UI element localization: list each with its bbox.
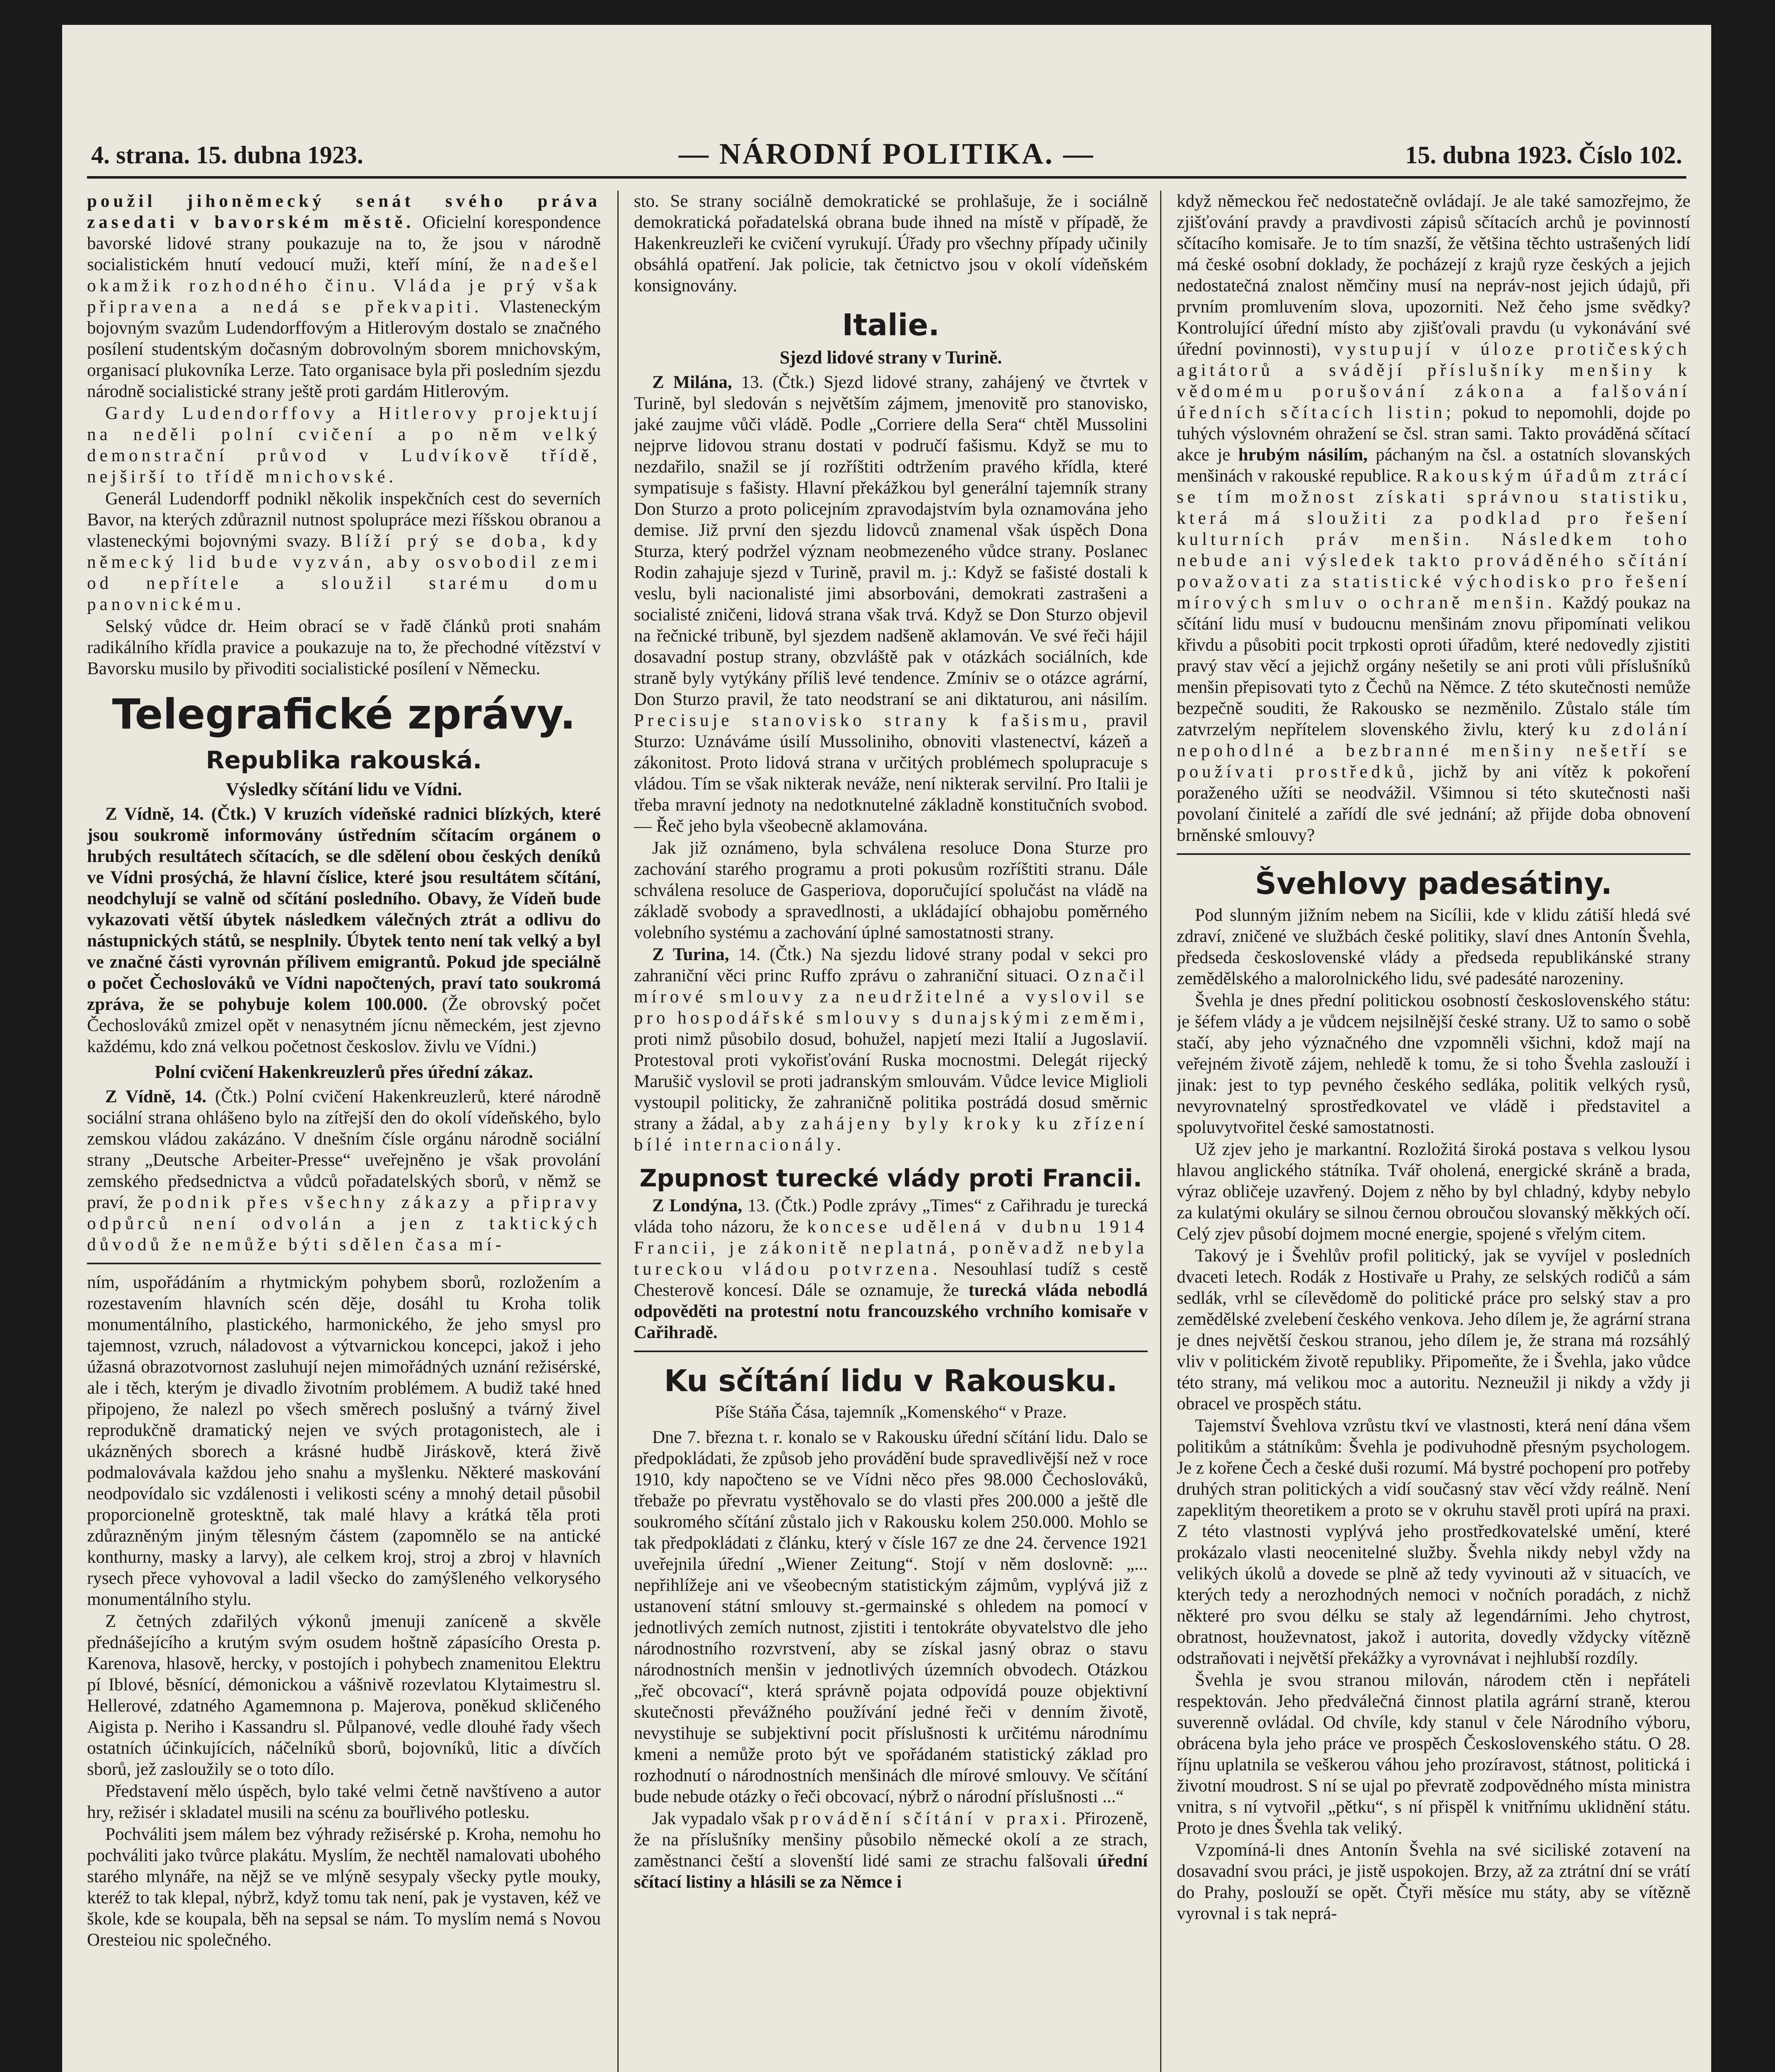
feuilleton-divider: [87, 1263, 601, 1264]
article-paragraph: Vzpomíná-li dnes Antonín Švehla na své siciliské zotavení na dosavadní svou práci, je jistě uspokojen. Brzy, až za ztrátní dní se vrátí do Prahy, poslouží se opět. Čtyři měsíce mu státy, aby se vítězně vyrovnal i s tak neprá-: [1177, 1840, 1690, 1923]
article-heading-svehla: Švehlovy padesátiny.: [1255, 866, 1612, 901]
article-paragraph: Takový je i Švehlův profil politický, jak se vyvíjel v posledních dvaceti letech. Rodák z Hostivaře u Prahy, ze selských rodičů a sám sedlák, vrhl se cílevědomě do politické práce pro selský stav a pro zemědělské zvelebení českého venkova. Jeho dílem je, že agrární strana je dnes největší českou stranou, jeho dílem je, že strana má rozsáhlý vliv v politickém životě republiky. Připomeňte, že i Švehla, jako vůdce této strany, má velikou moc a autoritu. Nezneužil ji nikdy a vždy ji obracel ve prospěch státu.: [1177, 1246, 1690, 1414]
article-text: Přirozeně, že na příslušníky menšiny působilo německé okolí a ze strach, zaměstnanci: [634, 1809, 1148, 1871]
article-text: (Že obrovský počet Čechoslováků zmizel opět v nenasytném jícnu německém, jest zjevno každému, kdo zná velkou početnost českoslov. živlu ve Vídni.): [87, 995, 601, 1056]
article-heading-census: Ku sčítání lidu v Rakousku.: [664, 1363, 1118, 1398]
article-text: V kruzích vídeňské radnici blízkých, které jsou soukromě informovány ústředním sčítacím orgánem o hrubých resultátech sčítacích, se dle sdělení obou českých deníků ve Vídni prosýchá, že hlavní číslice, které jsou resultátem sčítání, neodchylují se valně od sčítání posledního. Obavy, že Vídeň bude vykazovati větší úbytek následkem válečných ztrát a odlivu do nástupnických států, se nesplnily. Úbytek tento není tak velký a byl ve značné části vyrovnán přílivem emigrantů. Pokud jde speciálně o počet Čechoslováků ve Vídni napočtených, praví tato soukromá zpráva, že se pohybuje kolem 100.000.: [87, 804, 601, 1014]
section-heading-telegrafic: Telegrafické zprávy.: [112, 690, 576, 738]
article-heading-turkey: Zpupnost turecké vlády proti Francii.: [639, 1164, 1142, 1192]
feuilleton-paragraph: Pochváliti jsem málem bez výhrady režisérské p. Kroha, nemohu ho pochváliti jako tvůrce plakátu. Myslím, že nechtěl namalovati ubohého starého mlynáře, na nějž se ve mlýně sesypaly všecky pytle mouky, kteréž to tak klepal, nýbrž, když tomu tak není, pak je vystaven, kéž ve škole, kde se koupala, běh na sepsal se nám. To myslím nemá s Novou Oresteiou nic společného.: [87, 1825, 601, 1950]
article-heading: Polní cvičení Hakenkreuzlerů přes úřední zákaz.: [155, 1062, 533, 1082]
article-text: Generál Ludendorff podnikl několik inspekčních cest do severních Bavor, na kterých zdůraznil nutnost spolupráce mezi říšskou obranou a vlasteneckými bojovnými svazy.: [87, 489, 601, 551]
article-text: Každý poukaz na sčítání lidu musí v budoucnu menšinám znovu připomínati velikou křivdu a působiti pocit trpkosti oproti úřadům, které nedovedly zjistiti pravý stav věcí a jejichž orgány nešetily se ani proti vůli příslušníků menšin přepisovati tyto z Čechů na Němce. Z této skutečnosti nemůže bezpečně souditi, že Rakousko se nezměnilo. Zůstalo stále tím zatvrzelým nepřítelem slovenského živlu, který: [1177, 593, 1690, 739]
article-text: aby zahájeny byly kroky ku zřízení bílé internacionály.: [634, 1114, 1148, 1155]
article-paragraph: Jak již oznámeno, byla schválena resoluce Dona Sturze pro zachování starého programu a proti pokusům rozříštiti stranu. Dále schválena resoluce de Gasperiova, doporučující spolučást na vládě na základě svobody a spravedlnosti, a ukládající obhajobu poměrného volebního systému a zachování úplné samostatnosti strany.: [634, 838, 1148, 942]
section-heading-italy: Italie.: [842, 307, 940, 342]
dateline: Z Milána,: [652, 373, 732, 392]
article-text: 14. (Čtk.) Na sjezdu lidové strany podal v sekci pro zahraniční věci princ Ruffo zprávu o zahraniční situaci.: [634, 945, 1148, 985]
feuilleton-paragraph: Z četných zdařilých výkonů jmenuji zaníceně a skvěle přednášejícího a krutým svým osudem hoštně zápasícího Oresta p. Karenova, hlasově, hercky, v postojích i pohybech znamenitou Elektru pí Iblové, běsnící, démonickou a vášnivě rozevlatou Klytaimestru sl. Hellerové, zdatného Agamemnona p. Majerova, poněkud skličeného Aigista p. Neriho i Kassandru sl. Půlpanové, vedle dlouhé řady všech ostatních účinkujících, náčelníků sborů, bojovníků, litic a dívčích sborů, jež zasloužily se o toto dílo.: [87, 1612, 601, 1779]
article-text: 13. (Čtk.) Sjezd lidové strany, zahájený ve čtvrtek v Turině, byl sledován s největším zájmem, jmenovitě pro stanovisko, jaké zaujme vůči vládě. Podle „Corriere della Sera“ chtěl Mussolini nejprve lidovou stranu dostati v područí fašismu. Když se mu to nezdařilo, snažil se jí rozříštiti odtržením pravého křídla, které sympatisuje s fašisty. Hlavní překážkou byl generální tajemník strany Don Sturzo a proto policejním zpravodajstvím byla oznamována jeho demise. Již první den sjezdu lidovců znamenal však úspěch Dona Sturza, který podržel význam neobmezeného vůdce strany. Poslanec Rodin zahajuje sjezd v Turině, pravil m. j.: Když se fašisté dostali k veslu, byli nacionalisté jimi absorbováni, demokrati zastrašeni a socialisté zničeni, lidová strana však trvá. Když se Don Sturzo objevil na řečnické tribuně, byl sjezdem nadšeně aklamován. Ve své řeči hájil dosavadní postup strany, obzvláště pak v otázkách sociálních, kde straně byly vytýkány příliš levé tendence. Zmíniv se o otázce agrární, Don Sturzo pravil, že tato neodstraní se ani diktaturou, ani násilím.: [634, 373, 1148, 709]
article-byline: Píše Stáňa Čása, tajemník „Komenského“ v Praze.: [715, 1403, 1067, 1422]
article-paragraph: Dne 7. března t. r. konalo se v Rakousku úřední sčítání lidu. Dalo se předpokládati, že způsob jeho provádění bude spravedlivější než v roce 1910, kdy napočteno se ve Vídni něco přes 98.000 Čechoslováků, třebaže po převratu vystěhovalo se do vlasti přes 200.000 a ještě dle soukromého sčítání zůstalo jich v Rakousku kolem 250.000. Mohlo se tak předpokládati z článku, který v čísle 167 ze dne 24. července 1921 uveřejnila úřední „Wiener Zeitung“. Stojí v něm doslovně: „... nepřihlížeje ani ve všeobecným statistickým zájmům, vyplývá již z ustanovení státní smlouvy st.-germainské s ohledem na pomocí v jednotlivých zemích nutnost, zjistiti i tentokráte obyvatelstvo dle jeho národnostního rozvrstvení, aby se získal jasný obraz o stavu národnostních menšin v jednotlivých územních obvodech. Otázkou „řeč obcovací“, která správně pojata odpovídá pouze objektivní skutečnosti převážného používání jedné řeči v denním životě, nevystihuje se subjektivní pocit příslušnosti k určitému národnímu kmeni a nemůže proto být ve spořádaném statistický základ pro rozhodnutí o národnostních menšinách dle mírové smlouvy. Ve sčítání bude nebude otázky o řeči obcovací, nýbrž o národní příslušnosti ...“: [634, 1428, 1148, 1806]
article-text: Oficielní korespondence bavorské lidové strany poukazuje na to, že jsou v národně socialistickém hnutí vedoucí muži, kteří míní, že: [87, 213, 601, 274]
article-heading: Výsledky sčítání lidu ve Vídni.: [225, 779, 462, 799]
dateline: Z Londýna,: [652, 1196, 742, 1215]
article-paragraph: Už zjev jeho je markantní. Rozložitá široká postava s velkou lysou hlavou anglického státníka. Tvář oholená, energické skráně a brada, výraz obličeje uzavřený. Dojem z něho by byl chladný, kdyby nebylo za kulatými okuláry se silnou černou obroučou slovanský měkkých očí. Celý zjev působí dojmem mocné energie, spojené s vřelým citem.: [1177, 1140, 1690, 1244]
masthead-title: — NÁRODNÍ POLITIKA. —: [678, 137, 1095, 170]
article-text: koncese udělená v dubnu 1914 Francii, je zákonitě neplatná, poněvadž nebyla tureckou vládou potvrzena.: [634, 1217, 1148, 1279]
article-text: Označil mírové smlouvy za neudržitelné a vyslovil se pro hospodářské smlouvy s dunajskými zeměmi,: [634, 966, 1148, 1028]
column-divider: [1160, 191, 1161, 2072]
header-rule: [87, 176, 1686, 179]
article-divider: [634, 1351, 1148, 1352]
article-heading: Sjezd lidové strany v Turině.: [779, 347, 1002, 368]
article-text: Precisuje stanovisko strany k fašismu,: [634, 711, 1091, 730]
article-paragraph: Gardy Ludendorffovy a Hitlerovy projektují na neděli polní cvičení a po něm velký demonstrační průvod v Ludvíkově třídě, nejširší to třídě mnichovské.: [87, 404, 601, 487]
page-header: [91, 133, 1682, 170]
article-paragraph: Švehla je svou stranou milován, národem ctěn i nepřáteli respektován. Jeho předválečná činnost platila agrární straně, kterou suverenně ovládal. Od chvíle, kdy stanul v čele Národního výboru, obrácena byla jeho práce ve prospěch Československého státu. O 28. říjnu uplatnila se veškerou váhou jeho prozíravost, státnost, politická i životní moudrost. S ní se ujal po převratě zodpovědného místa ministra vnitra, s ní vytvořil „pětku“, s ní přispěl k vnitřnímu uklidnění státu. Proto je dnes Švehla tak veliký.: [1177, 1670, 1690, 1838]
article-text: Nesouhlasí tudíž s cestě Chesterově koncesí. Dále se oznamuje, že: [634, 1259, 1148, 1300]
column-3: [1177, 191, 1690, 2072]
article-text: Vlasteneckým bojovným svazům Ludendorffovým a Hitlerovým dostalo se značného posílení studentským dočasným dobrovolným sborem mnichovským, organisací plukovníka Lerze. Tato organisace byla při posledním sjezdu národně socialistické strany ještě proti gardám Hitlerovým.: [87, 297, 601, 401]
column-1: [87, 191, 601, 2072]
article-paragraph: Pod slunným jižním nebem na Sicílii, kde v klidu zátiší hledá své zdraví, zničené ve službách české politiky, slaví dnes Antonín Švehla, předseda československé vlády a předseda republikánské strany zemědělského a malorolnického lidu, své padesáté narozeniny.: [1177, 905, 1690, 988]
dateline: Z Turina,: [652, 945, 729, 964]
dateline: Z Vídně, 14.: [105, 1087, 207, 1106]
article-text: Blíží prý se doba, kdy německý lid bude vyzván, aby osvobodil zemi od nepřítele a sloužil starému domu panovnickému.: [87, 531, 601, 614]
article-text: vystupují v úloze protičeských agitátorů a svádějí příslušníky menšiny k vědomému porušování zákona a falšování úředních sčítacích listin;: [1177, 339, 1690, 422]
article-text: nadešel okamžik rozhodného činu. Vláda je prý však připravena a nedá se překvapiti.: [87, 255, 601, 317]
article-text: hrubým násilím,: [1238, 445, 1368, 465]
article-text: použil jihoněmecký senát svého práva zasedati v bavorském městě.: [87, 191, 601, 232]
article-text: páchaným na čsl. a ostatních slovanských menšinách v rakouské republice.: [1177, 445, 1690, 486]
dateline: Z Vídně, 14. (Čtk.): [105, 804, 256, 824]
column-divider: [617, 191, 619, 2072]
article-text: čeští a slovenští lidé sami ze strachu falšovali: [731, 1851, 1088, 1871]
article-paragraph: sto. Se strany sociálně demokratické se prohlašuje, že i sociálně demokratická pořadatelská obrana bude ihned na místě v případě, že Hakenkreuzleři ke cvičení vyrukují. Úřady pro všechny případy učinily obsáhlá opatření. Jak policie, tak četnictvo jsou v okolí vídeňském konsignovány.: [634, 191, 1148, 295]
article-text: Jak vypadalo však: [652, 1809, 784, 1828]
newspaper-page: [62, 25, 1711, 2072]
article-text: když německou řeč nedostatečně ovládají. Je ale také samozřejmo, že zjišťování pravdy a pravdivosti zápisů sčítacích archů je povinností sčítacího komisaře. Je to tím snazší, že většina těchto ustrašených lidí má české osobní doklady, že pocházejí z krajů ryze českých a jejich nedostatečná znalost němčiny musí na nepráv-nost jejich údajů, při prvním promluvením slova, upozorniti. Než čeho jsme svědky? Kontrolující úřední místo aby zjišťovali pravdu (u vykonávání své úřední povinnosti),: [1177, 191, 1690, 359]
feuilleton-paragraph: Představení mělo úspěch, bylo také velmi četně navštíveno a autor hry, režisér i skladatel musili na scénu za bouřlivého potlesku.: [87, 1782, 601, 1822]
subsection-heading-austria: Republika rakouská.: [206, 746, 482, 774]
article-text: podnik přes všechny zákazy a připravy odpůrců není odvolán a jen z taktických důvodů že nemůže býti sdělen časa mí-: [87, 1193, 601, 1254]
column-2: [634, 191, 1148, 2072]
article-text: pokud to nepomohli, dojde po tuhých výslovném ohražení se čsl. stran sami. Takto prováděná sčítací akce je: [1177, 403, 1690, 465]
article-text: jichž by ani vítěz k pokoření poraženého užíti se neodvážil. Všimnou si této skutečnosti naši povolaní činitelé a zařídí dle své jednání; až přijde doba obnovení brněnské smlouvy?: [1177, 762, 1690, 845]
article-text: ku zdolání nepohodlné a bezbranné menšiny nešetří se používati prostředků,: [1177, 720, 1690, 782]
feuilleton-paragraph: ním, uspořádáním a rhytmickým pohybem sborů, rozložením a rozestavením hlavních scén děje, dosáhl tu Kroha tolik monumentálního, plastického, harmonického, že jeho smysl pro tajemnost, vzruch, náladovost a výtvarnickou koncepci, jakož i jeho úžasná obrazotvornost zasluhují nejen mimořádných uznání režisérské, ale i těch, kterým je divadlo životním problémem. A budiž také hned připojeno, že nalezl po všech směrech poslušný a tvárný živel reprodukčně dramatický nejen ve svých protagonistech, ale i ukázněných sborech a krásné hudbě Jiráskově, která živě podmalovávala každou jeho snahu a myšlenku. Některé maskování neodpovídalo sic vzdálenosti i velikosti scény a mnohý detail působil proporcionelně grotesktně, tak malé hlavy a krátká těla proti zdůrazněným jiným tělesným částem (zapomnělo se na antické konthurny, masky a larvy), ale celkem kroj, stroj a zbroj v hlavních rysech přece vyhovoval a ladil všecko do zamýšleného velkorysého monumentálního stylu.: [87, 1273, 601, 1609]
article-paragraph: Tajemství Švehlova vzrůstu tkví ve vlastnosti, která není dána všem politikům a státníkům: Švehla je podivuhodně přesným psychologem. Je z kořene Čech a české duši rozumí. Má bystré pochopení pro potřeby druhých stran politických a vidí současný stav věcí vždy reálně. Není zapeklitým theoretikem a proto se v okruhu stavěl proti upírá na praxi. Z této vlastnosti vyplývá jeho prostředkovatelské umění, které prokázalo vlasti neocenitelné služby. Švehla nikdy nebyl vždy na velikých úkolů a dovede se plně až tedy vyvinouti až v situacích, ve kterých tedy a nerozhodných nemoci v nočních poradách, z nichž některé pro svou délku se staly až legendárními. Jeho chytrost, obratnost, houževnatost, jakož i autorita, dovedly vždycky vítězně odstraňovati i největší překážky a vyrovnávat i nejhlubší rozdíly.: [1177, 1416, 1690, 1668]
article-text: úřední sčítací listiny a hlásili se za Němce i: [634, 1851, 1148, 1892]
article-text: turecká vláda nebodlá odpověděti na protestní notu francouzského vrchního komisaře v Cařihradě.: [634, 1280, 1148, 1342]
header-issue-number: 15. dubna 1923. Číslo 102.: [1405, 141, 1682, 169]
article-text: (Čtk.) Polní cvičení Hakenkreuzlerů, které národně sociální strana ohlášeno bylo na zítřejší den do okolí vídeňského, bylo zemskou vládou zakázáno. V dnešním čísle orgánu národně sociální strany „Deutsche Arbeiter-Presse“ uveřejněno je však provolání zemského předsednictva a vůdců pořadatelských sborů, v němž se praví, že: [87, 1087, 601, 1212]
article-text: pravil Sturzo: Uznáváme úsilí Mussoliniho, obnoviti vlastenectví, kázeň a zákonitost. Proto lidová strana v určitých problémech spolupracuje s vládou. Tím se však nikterak neváže, není nikterak servilní. Pro Italii je třeba mravní jednoty na nedotknutelné základně konstitučních svobod. — Řeč jeho byla všeobecně aklamována.: [634, 711, 1148, 836]
article-paragraph: Selský vůdce dr. Heim obrací se v řadě článků proti snahám radikálního křídla pravice a poukazuje na to, že přechodné vítězství v Bavorsku musilo by přivoditi socialistické posílení v Německu.: [87, 617, 601, 678]
article-text: Rakouským úřadům ztrácí se tím možnost získati správnou statistiku, která má sloužiti za podklad pro řešení kulturních práv menšin. Následkem toho nebude ani výsledek takto prováděného sčítání považovati za statistické východisko pro řešení mírových smluv o ochraně menšin.: [1177, 466, 1690, 612]
article-divider: [1177, 853, 1690, 855]
header-page-date: 4. strana. 15. dubna 1923.: [91, 141, 363, 169]
article-text: 13. (Čtk.) Podle zprávy „Times“ z Cařihradu je turecká vláda toho názoru, že: [634, 1196, 1148, 1237]
article-paragraph: Švehla je dnes přední politickou osobností československého státu: je šéfem vlády a je vůdcem nejsilnější české strany. Už to samo o sobě stačí, aby jeho význačného dne vzpomněli všichni, kdož mají na veřejném životě zájem, nehledě k tomu, že si toho Švehla zaslouží i jinak: jest to typ pevného českého sedláka, politik velkých rysů, nevyrovnatelný sprostředkovatel ve vládě i představitel a spoluvytvořitel české samostatnosti.: [1177, 991, 1690, 1137]
article-text: proti nimž působilo dosud, bohužel, napjetí mezi Italií a Jugoslavií. Protestoval proti vykořisťování Ruska mocnostmi. Delegát rijecký Marušič vyslovil se proti jadranským smlouvám. Vůdce levice Miglioli vystoupil politicky, že zahraničně politika postrádá dosud směrnic strany a žádal,: [634, 1029, 1148, 1133]
article-text: provádění sčítání v praxi.: [789, 1809, 1070, 1828]
